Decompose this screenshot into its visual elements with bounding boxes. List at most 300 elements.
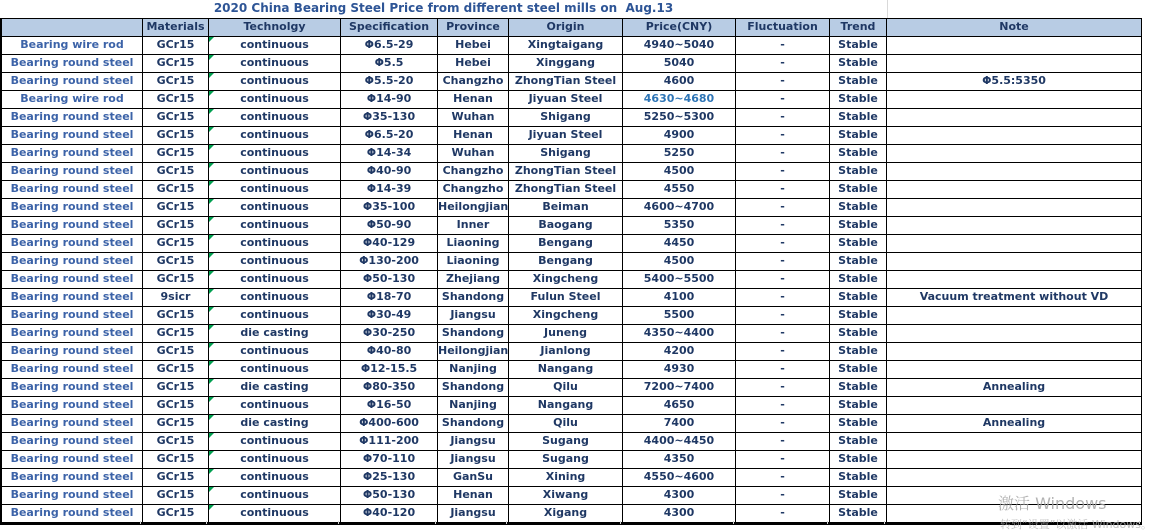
cell-product: Bearing round steel xyxy=(2,145,143,163)
cell-technology: die casting xyxy=(209,325,341,343)
cell-note xyxy=(887,91,1142,109)
cell-technology: continuous xyxy=(209,433,341,451)
cell-price: 5500 xyxy=(623,307,736,325)
cell-specification: Φ50-130 xyxy=(341,487,438,505)
error-indicator-triangle-icon xyxy=(209,55,214,60)
cell-origin: Juneng xyxy=(509,325,623,343)
error-indicator-triangle-icon xyxy=(209,181,214,186)
cell-province: Jiangsu xyxy=(438,433,509,451)
cell-fluctuation: - xyxy=(736,181,830,199)
cell-materials: GCr15 xyxy=(143,307,209,325)
cell-specification: Φ14-34 xyxy=(341,145,438,163)
cell-materials: GCr15 xyxy=(143,325,209,343)
cell-trend: Stable xyxy=(830,163,887,181)
cell-note xyxy=(887,325,1142,343)
cell-trend: Stable xyxy=(830,343,887,361)
cell-materials: GCr15 xyxy=(143,415,209,433)
cell-specification: Φ35-130 xyxy=(341,109,438,127)
cell-note: Annealing xyxy=(887,415,1142,433)
cell-technology: continuous xyxy=(209,451,341,469)
error-indicator-triangle-icon xyxy=(209,307,214,312)
cell-note xyxy=(887,307,1142,325)
error-indicator-triangle-icon xyxy=(209,37,214,42)
cell-specification: Φ6.5-20 xyxy=(341,127,438,145)
table-header-row xyxy=(2,19,1142,37)
cell-materials: GCr15 xyxy=(143,271,209,289)
cell-price: 7200~7400 xyxy=(623,379,736,397)
error-indicator-triangle-icon xyxy=(209,451,214,456)
cell-note xyxy=(887,343,1142,361)
cell-note: Φ5.5:5350 xyxy=(887,73,1142,91)
cell-materials: GCr15 xyxy=(143,361,209,379)
cell-product: Bearing round steel xyxy=(2,109,143,127)
table-row xyxy=(2,109,1142,127)
cell-province: Wuhan xyxy=(438,109,509,127)
cell-materials: GCr15 xyxy=(143,199,209,217)
cell-province: Henan xyxy=(438,91,509,109)
cell-province: Jiangsu xyxy=(438,451,509,469)
cell-fluctuation: - xyxy=(736,91,830,109)
cell-trend: Stable xyxy=(830,469,887,487)
cell-trend: Stable xyxy=(830,253,887,271)
cell-note xyxy=(887,163,1142,181)
header-cell-product xyxy=(2,19,143,37)
cell-specification: Φ16-50 xyxy=(341,397,438,415)
cell-fluctuation: - xyxy=(736,469,830,487)
cell-note xyxy=(887,271,1142,289)
cell-note xyxy=(887,37,1142,55)
cell-trend: Stable xyxy=(830,271,887,289)
cell-product: Bearing round steel xyxy=(2,289,143,307)
cell-price: 4350~4400 xyxy=(623,325,736,343)
error-indicator-triangle-icon xyxy=(209,487,214,492)
cell-materials: GCr15 xyxy=(143,379,209,397)
table-row xyxy=(2,361,1142,379)
table-row xyxy=(2,163,1142,181)
cell-note xyxy=(887,217,1142,235)
cell-fluctuation: - xyxy=(736,361,830,379)
cell-origin: Bengang xyxy=(509,253,623,271)
cell-materials: GCr15 xyxy=(143,343,209,361)
cell-trend: Stable xyxy=(830,199,887,217)
cell-trend: Stable xyxy=(830,451,887,469)
cell-specification: Φ130-200 xyxy=(341,253,438,271)
error-indicator-triangle-icon xyxy=(209,271,214,276)
cell-materials: GCr15 xyxy=(143,127,209,145)
cell-origin: Fulun Steel xyxy=(509,289,623,307)
cell-price: 4500 xyxy=(623,253,736,271)
cell-fluctuation: - xyxy=(736,145,830,163)
cell-note xyxy=(887,487,1142,505)
cell-origin: Beiman xyxy=(509,199,623,217)
cell-specification: Φ25-130 xyxy=(341,469,438,487)
cell-fluctuation: - xyxy=(736,289,830,307)
cell-fluctuation: - xyxy=(736,397,830,415)
cell-trend: Stable xyxy=(830,487,887,505)
activate-windows-watermark: 激活 Windows xyxy=(998,494,1107,513)
table-row xyxy=(2,307,1142,325)
cell-product: Bearing round steel xyxy=(2,343,143,361)
cell-province: Changzho xyxy=(438,181,509,199)
cell-trend: Stable xyxy=(830,37,887,55)
cell-materials: GCr15 xyxy=(143,469,209,487)
cell-origin: Xigang xyxy=(509,505,623,523)
cell-product: Bearing round steel xyxy=(2,433,143,451)
cell-province: Shandong xyxy=(438,325,509,343)
cell-product: Bearing round steel xyxy=(2,325,143,343)
table-row xyxy=(2,343,1142,361)
cell-origin: Qilu xyxy=(509,379,623,397)
cell-specification: Φ5.5-20 xyxy=(341,73,438,91)
table-row xyxy=(2,433,1142,451)
cell-technology: continuous xyxy=(209,253,341,271)
cell-price: 4650 xyxy=(623,397,736,415)
header-cell-specification: Specification xyxy=(341,19,438,37)
cell-specification: Φ12-15.5 xyxy=(341,361,438,379)
cell-origin: Qilu xyxy=(509,415,623,433)
cell-price: 4550~4600 xyxy=(623,469,736,487)
error-indicator-triangle-icon xyxy=(209,325,214,330)
cell-product: Bearing round steel xyxy=(2,487,143,505)
error-indicator-triangle-icon xyxy=(209,91,214,96)
header-cell-materials: Materials xyxy=(143,19,209,37)
cell-price: 4940~5040 xyxy=(623,37,736,55)
cell-origin: ZhongTian Steel xyxy=(509,73,623,91)
cell-note: Vacuum treatment without VD xyxy=(887,289,1142,307)
cell-province: Changzho xyxy=(438,163,509,181)
cell-specification: Φ40-80 xyxy=(341,343,438,361)
table-row xyxy=(2,451,1142,469)
cell-origin: Sugang xyxy=(509,433,623,451)
cell-trend: Stable xyxy=(830,307,887,325)
error-indicator-triangle-icon xyxy=(209,361,214,366)
cell-province: Shandong xyxy=(438,289,509,307)
cell-province: Nanjing xyxy=(438,361,509,379)
cell-origin: Xingtaigang xyxy=(509,37,623,55)
cell-note xyxy=(887,451,1142,469)
cell-price: 5040 xyxy=(623,55,736,73)
cell-trend: Stable xyxy=(830,325,887,343)
cell-specification: Φ40-120 xyxy=(341,505,438,523)
cell-province: Hebei xyxy=(438,37,509,55)
cell-province: Hebei xyxy=(438,55,509,73)
cell-fluctuation: - xyxy=(736,271,830,289)
cell-specification: Φ70-110 xyxy=(341,451,438,469)
cell-price: 4550 xyxy=(623,181,736,199)
cell-price: 5250~5300 xyxy=(623,109,736,127)
cell-fluctuation: - xyxy=(736,199,830,217)
cell-trend: Stable xyxy=(830,217,887,235)
cell-specification: Φ50-130 xyxy=(341,271,438,289)
table-row xyxy=(2,235,1142,253)
cell-trend: Stable xyxy=(830,505,887,523)
cell-technology: continuous xyxy=(209,73,341,91)
cell-product: Bearing round steel xyxy=(2,271,143,289)
cell-technology: continuous xyxy=(209,469,341,487)
cell-note xyxy=(887,109,1142,127)
cell-technology: continuous xyxy=(209,127,341,145)
cell-province: Zhejiang xyxy=(438,271,509,289)
cell-materials: GCr15 xyxy=(143,55,209,73)
cell-materials: GCr15 xyxy=(143,91,209,109)
cell-product: Bearing round steel xyxy=(2,397,143,415)
cell-fluctuation: - xyxy=(736,325,830,343)
cell-origin: Sugang xyxy=(509,451,623,469)
cell-note xyxy=(887,55,1142,73)
cell-province: Liaoning xyxy=(438,253,509,271)
cell-materials: GCr15 xyxy=(143,181,209,199)
cell-product: Bearing round steel xyxy=(2,505,143,523)
cell-product: Bearing wire rod xyxy=(2,37,143,55)
cell-province: Henan xyxy=(438,127,509,145)
cell-technology: continuous xyxy=(209,145,341,163)
table-row xyxy=(2,325,1142,343)
cell-origin: Baogang xyxy=(509,217,623,235)
table-row xyxy=(2,487,1142,505)
cell-product: Bearing round steel xyxy=(2,163,143,181)
table-row xyxy=(2,127,1142,145)
cell-trend: Stable xyxy=(830,181,887,199)
activate-windows-watermark-line2: 转到“设置”以激活 Windows。 xyxy=(1000,518,1152,531)
cell-trend: Stable xyxy=(830,289,887,307)
cell-technology: continuous xyxy=(209,343,341,361)
error-indicator-triangle-icon xyxy=(209,469,214,474)
cell-specification: Φ111-200 xyxy=(341,433,438,451)
cell-trend: Stable xyxy=(830,235,887,253)
cell-materials: 9sicr xyxy=(143,289,209,307)
cell-origin: Xingcheng xyxy=(509,271,623,289)
cell-trend: Stable xyxy=(830,379,887,397)
table-row xyxy=(2,415,1142,433)
cell-materials: GCr15 xyxy=(143,217,209,235)
cell-price: 4350 xyxy=(623,451,736,469)
cell-technology: continuous xyxy=(209,199,341,217)
cell-note xyxy=(887,199,1142,217)
cell-fluctuation: - xyxy=(736,505,830,523)
cell-technology: continuous xyxy=(209,361,341,379)
cell-price: 4630~4680 xyxy=(623,91,736,109)
table-row xyxy=(2,469,1142,487)
error-indicator-triangle-icon xyxy=(209,127,214,132)
cell-trend: Stable xyxy=(830,109,887,127)
cell-product: Bearing round steel xyxy=(2,379,143,397)
cell-note xyxy=(887,397,1142,415)
cell-technology: continuous xyxy=(209,505,341,523)
cell-product: Bearing round steel xyxy=(2,253,143,271)
gridline xyxy=(887,0,888,18)
cell-origin: ZhongTian Steel xyxy=(509,163,623,181)
price-table xyxy=(0,18,1142,525)
header-cell-trend: Trend xyxy=(830,19,887,37)
error-indicator-triangle-icon xyxy=(209,217,214,222)
cell-materials: GCr15 xyxy=(143,145,209,163)
cell-product: Bearing round steel xyxy=(2,199,143,217)
header-cell-price: Price(CNY) xyxy=(623,19,736,37)
error-indicator-triangle-icon xyxy=(209,163,214,168)
cell-specification: Φ40-90 xyxy=(341,163,438,181)
error-indicator-triangle-icon xyxy=(209,433,214,438)
cell-origin: Jiyuan Steel xyxy=(509,127,623,145)
cell-materials: GCr15 xyxy=(143,487,209,505)
error-indicator-triangle-icon xyxy=(209,235,214,240)
cell-origin: Shigang xyxy=(509,109,623,127)
cell-specification: Φ40-129 xyxy=(341,235,438,253)
cell-fluctuation: - xyxy=(736,217,830,235)
error-indicator-triangle-icon xyxy=(209,145,214,150)
error-indicator-triangle-icon xyxy=(209,199,214,204)
cell-technology: continuous xyxy=(209,37,341,55)
cell-fluctuation: - xyxy=(736,55,830,73)
cell-price: 4400~4450 xyxy=(623,433,736,451)
cell-origin: Shigang xyxy=(509,145,623,163)
cell-origin: Xiwang xyxy=(509,487,623,505)
cell-technology: continuous xyxy=(209,271,341,289)
cell-specification: Φ30-49 xyxy=(341,307,438,325)
cell-price: 4300 xyxy=(623,487,736,505)
header-cell-origin: Origin xyxy=(509,19,623,37)
cell-fluctuation: - xyxy=(736,307,830,325)
cell-product: Bearing round steel xyxy=(2,415,143,433)
cell-origin: Xingcheng xyxy=(509,307,623,325)
cell-fluctuation: - xyxy=(736,73,830,91)
cell-trend: Stable xyxy=(830,127,887,145)
cell-materials: GCr15 xyxy=(143,73,209,91)
cell-fluctuation: - xyxy=(736,127,830,145)
cell-price: 4500 xyxy=(623,163,736,181)
cell-province: Shandong xyxy=(438,379,509,397)
cell-specification: Φ30-250 xyxy=(341,325,438,343)
cell-technology: continuous xyxy=(209,109,341,127)
table-row xyxy=(2,289,1142,307)
cell-product: Bearing round steel xyxy=(2,361,143,379)
cell-specification: Φ35-100 xyxy=(341,199,438,217)
cell-product: Bearing round steel xyxy=(2,307,143,325)
cell-fluctuation: - xyxy=(736,451,830,469)
header-cell-fluctuation: Fluctuation xyxy=(736,19,830,37)
cell-specification: Φ6.5-29 xyxy=(341,37,438,55)
cell-note xyxy=(887,145,1142,163)
cell-technology: die casting xyxy=(209,379,341,397)
cell-materials: GCr15 xyxy=(143,451,209,469)
error-indicator-triangle-icon xyxy=(209,289,214,294)
page-title: 2020 China Bearing Steel Price from different steel mills on Aug.13 xyxy=(213,1,674,15)
cell-specification: Φ14-39 xyxy=(341,181,438,199)
cell-province: GanSu xyxy=(438,469,509,487)
cell-technology: continuous xyxy=(209,289,341,307)
cell-technology: continuous xyxy=(209,163,341,181)
error-indicator-triangle-icon xyxy=(209,397,214,402)
cell-price: 4100 xyxy=(623,289,736,307)
cell-price: 5250 xyxy=(623,145,736,163)
cell-technology: die casting xyxy=(209,415,341,433)
cell-province: Jiangsu xyxy=(438,307,509,325)
header-cell-technology: Technolgy xyxy=(209,19,341,37)
cell-materials: GCr15 xyxy=(143,109,209,127)
cell-materials: GCr15 xyxy=(143,433,209,451)
cell-price: 4930 xyxy=(623,361,736,379)
cell-price: 4900 xyxy=(623,127,736,145)
cell-note xyxy=(887,253,1142,271)
cell-origin: ZhongTian Steel xyxy=(509,181,623,199)
cell-province: Inner xyxy=(438,217,509,235)
error-indicator-triangle-icon xyxy=(209,379,214,384)
cell-note xyxy=(887,361,1142,379)
cell-price: 4300 xyxy=(623,505,736,523)
cell-product: Bearing round steel xyxy=(2,451,143,469)
cell-technology: continuous xyxy=(209,217,341,235)
cell-technology: continuous xyxy=(209,235,341,253)
error-indicator-triangle-icon xyxy=(209,415,214,420)
cell-specification: Φ14-90 xyxy=(341,91,438,109)
cell-note xyxy=(887,433,1142,451)
cell-province: Liaoning xyxy=(438,235,509,253)
cell-technology: continuous xyxy=(209,487,341,505)
cell-technology: continuous xyxy=(209,307,341,325)
cell-materials: GCr15 xyxy=(143,397,209,415)
cell-product: Bearing round steel xyxy=(2,235,143,253)
table-row xyxy=(2,253,1142,271)
cell-note: Annealing xyxy=(887,379,1142,397)
cell-technology: continuous xyxy=(209,397,341,415)
error-indicator-triangle-icon xyxy=(209,109,214,114)
cell-origin: Nangang xyxy=(509,397,623,415)
gridline-strip xyxy=(0,521,1142,524)
cell-materials: GCr15 xyxy=(143,37,209,55)
cell-fluctuation: - xyxy=(736,415,830,433)
cell-note xyxy=(887,127,1142,145)
table-row xyxy=(2,217,1142,235)
cell-fluctuation: - xyxy=(736,433,830,451)
cell-materials: GCr15 xyxy=(143,163,209,181)
cell-note xyxy=(887,181,1142,199)
cell-province: Heilongjian xyxy=(438,343,509,361)
cell-province: Shandong xyxy=(438,415,509,433)
cell-fluctuation: - xyxy=(736,235,830,253)
cell-province: Henan xyxy=(438,487,509,505)
cell-price: 4200 xyxy=(623,343,736,361)
cell-product: Bearing round steel xyxy=(2,55,143,73)
cell-trend: Stable xyxy=(830,433,887,451)
cell-specification: Φ400-600 xyxy=(341,415,438,433)
cell-materials: GCr15 xyxy=(143,235,209,253)
cell-price: 4600~4700 xyxy=(623,199,736,217)
cell-note xyxy=(887,235,1142,253)
cell-province: Nanjing xyxy=(438,397,509,415)
cell-specification: Φ80-350 xyxy=(341,379,438,397)
cell-product: Bearing round steel xyxy=(2,181,143,199)
cell-specification: Φ18-70 xyxy=(341,289,438,307)
table-row xyxy=(2,199,1142,217)
cell-origin: Xinggang xyxy=(509,55,623,73)
cell-fluctuation: - xyxy=(736,253,830,271)
cell-trend: Stable xyxy=(830,55,887,73)
table-row xyxy=(2,397,1142,415)
cell-product: Bearing round steel xyxy=(2,469,143,487)
cell-trend: Stable xyxy=(830,73,887,91)
cell-materials: GCr15 xyxy=(143,253,209,271)
cell-province: Wuhan xyxy=(438,145,509,163)
cell-fluctuation: - xyxy=(736,343,830,361)
table-row xyxy=(2,271,1142,289)
table-row xyxy=(2,145,1142,163)
cell-specification: Φ50-90 xyxy=(341,217,438,235)
cell-trend: Stable xyxy=(830,361,887,379)
cell-origin: Nangang xyxy=(509,361,623,379)
cell-technology: continuous xyxy=(209,91,341,109)
cell-province: Jiangsu xyxy=(438,505,509,523)
cell-product: Bearing round steel xyxy=(2,73,143,91)
cell-price: 4600 xyxy=(623,73,736,91)
